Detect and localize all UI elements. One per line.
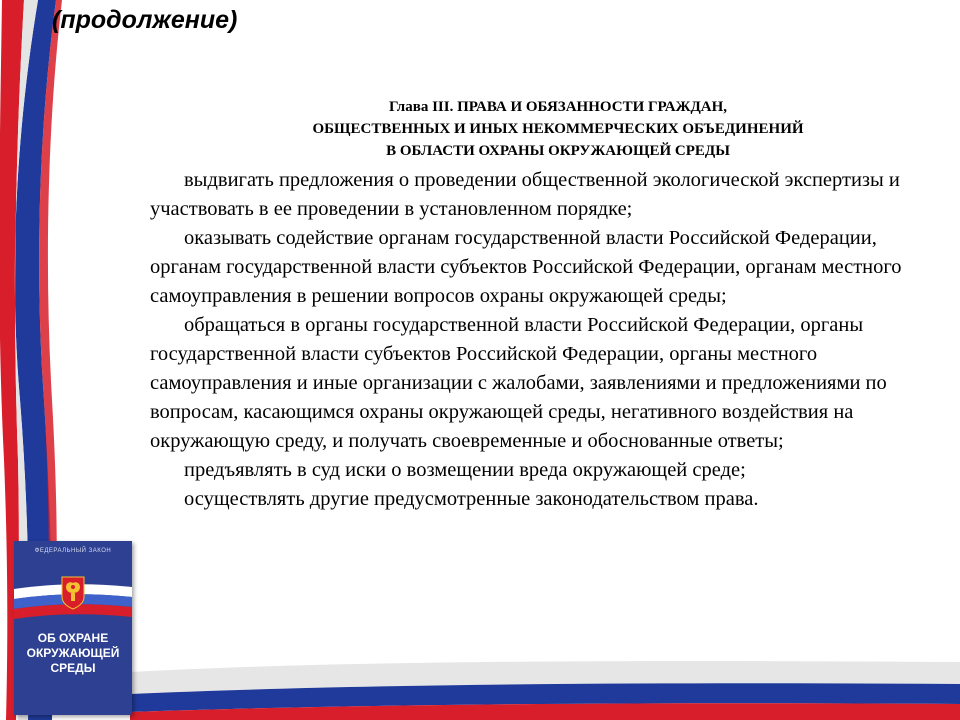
double-headed-eagle-icon [58,571,88,611]
rights-paragraph: обращаться в органы государственной власти Российской Федерации, органы государственной власти субъектов Российской Федерации, органы местного самоуправления и иные организации с жалобами, заявлениями и предложениями по вопросам, касающимся охраны окружающей среды, негативного воздействия на окружающую среду, и получать своевременные и обоснованные ответы; [150,314,887,452]
chapter-heading-line: ОБЩЕСТВЕННЫХ И ИНЫХ НЕКОММЕРЧЕСКИХ ОБЪЕДИНЕНИЙ [312,121,804,137]
chapter-heading-line: В ОБЛАСТИ ОХРАНЫ ОКРУЖАЮЩЕЙ СРЕДЫ [386,143,730,159]
book-title-line: ОБ ОХРАНЕ [37,631,109,645]
book-title-line: СРЕДЫ [50,661,96,675]
book-title-line: ОКРУЖАЮЩЕЙ [26,646,120,660]
slide-title: (продолжение) [52,6,238,34]
rights-paragraph: оказывать содействие органам государственной власти Российской Федерации, органам государственной власти субъектов Российской Федерации, органам местного самоуправления в решении вопросов охраны окружающей среды; [150,227,902,307]
rights-paragraph: выдвигать предложения о проведении общественной экологической экспертизы и участвовать в ее проведении в установленном порядке; [150,169,900,220]
rights-paragraph: осуществлять другие предусмотренные законодательством права. [184,488,759,510]
chapter-heading [228,96,888,162]
rights-paragraph: предъявлять в суд иски о возмещении вреда окружающей среде; [184,459,746,481]
book-title [14,631,132,676]
law-book-cover [14,541,132,715]
chapter-heading-line: Глава III. ПРАВА И ОБЯЗАННОСТИ ГРАЖДАН, [388,99,728,115]
rights-list [150,166,935,514]
book-series-label: ФЕДЕРАЛЬНЫЙ ЗАКОН [34,548,112,554]
